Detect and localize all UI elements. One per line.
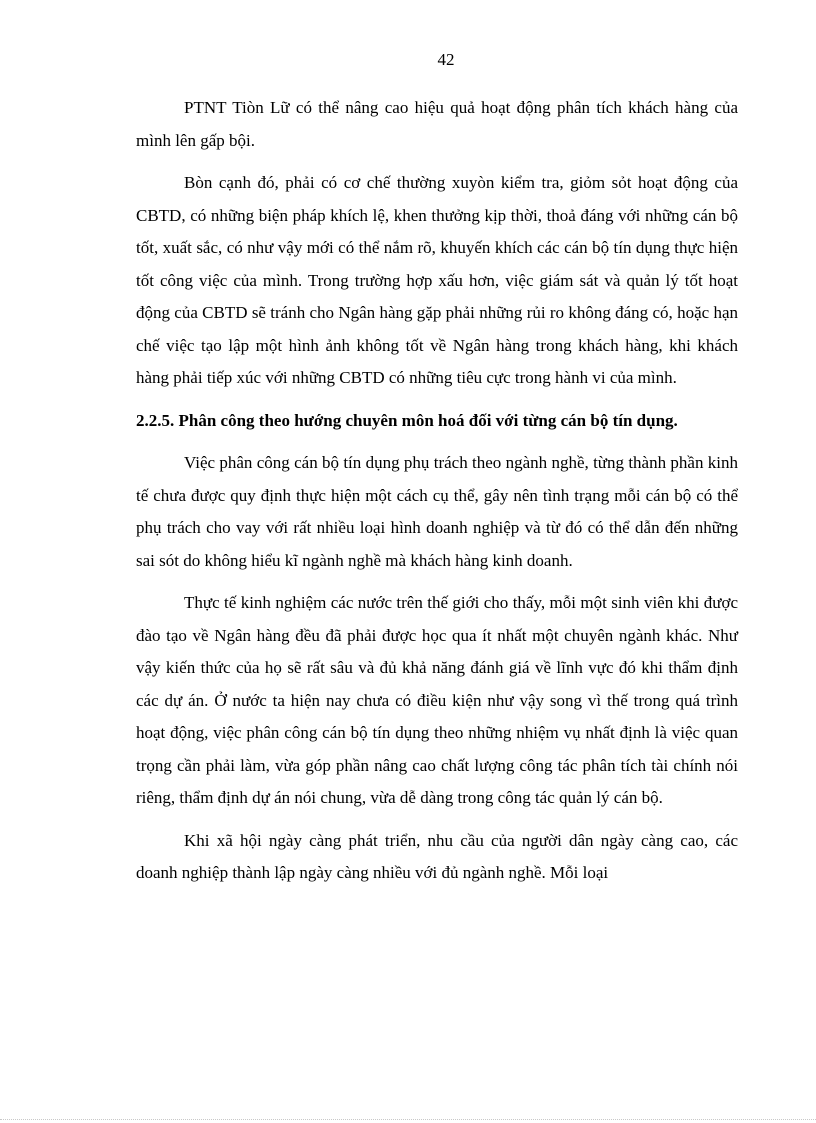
section-heading: 2.2.5. Phân công theo hướng chuyên môn hoá đối với từng cán bộ tín dụng.	[136, 410, 678, 430]
document-body	[136, 92, 738, 890]
page-number: 42	[437, 50, 455, 69]
paragraph-4: Thực tế kinh nghiệm các nước trên thế giới cho thấy, mỗi một sinh viên khi được đào tạo về Ngân hàng đều đã phải được học qua ít nhất một chuyên ngành khác. Như vậy kiến thức của họ sẽ rất sâu và đủ khả năng đánh giá về lĩnh vực đó khi thẩm định các dự án. Ở nước ta hiện nay chưa có điều kiện như vậy song vì thế trong quá trình hoạt động, việc phân công cán bộ tín dụng theo những nhiệm vụ nhất định là việc quan trọng cần phải làm, vừa góp phần nâng cao chất lượng công tác phân tích tài chính nói riêng, thẩm định dự án nói chung, vừa dễ dàng trong công tác quản lý cán bộ.	[136, 593, 738, 807]
paragraph-2: Bòn cạnh đó, phải có cơ chế thường xuyòn kiểm tra, giỏm sỏt hoạt động của CBTD, có những biện pháp khích lệ, khen thưởng kịp thời, thoả đáng với những cán bộ tốt, xuất sắc, có như vậy mới có thể nắm rõ, khuyến khích các cán bộ tín dụng thực hiện tốt công việc của mình. Trong trường hợp xấu hơn, việc giám sát và quản lý tốt hoạt động của CBTD sẽ tránh cho Ngân hàng gặp phải những rủi ro không đáng có, hoặc hạn chế việc tạo lập một hình ảnh không tốt về Ngân hàng trong khách hàng, khi khách hàng phải tiếp xúc với những CBTD có những tiêu cực trong hành vi của mình.	[136, 173, 738, 387]
paragraph-1: PTNT Tiòn Lữ có thể nâng cao hiệu quả hoạt động phân tích khách hàng của mình lên gấp bội.	[136, 98, 738, 150]
paragraph-5: Khi xã hội ngày càng phát triển, nhu cầu của người dân ngày càng cao, các doanh nghiệp thành lập ngày càng nhiều với đủ ngành nghề. Mỗi loại	[136, 830, 738, 882]
paragraph-3: Việc phân công cán bộ tín dụng phụ trách theo ngành nghề, từng thành phần kinh tế chưa được quy định thực hiện một cách cụ thể, gây nên tình trạng mỗi cán bộ có thể phụ trách cho vay với rất nhiều loại hình doanh nghiệp và từ đó có thể dẫn đến những sai sót do không hiểu kĩ ngành nghề mà khách hàng kinh doanh.	[136, 453, 738, 570]
page-bottom-rule	[0, 1119, 816, 1120]
